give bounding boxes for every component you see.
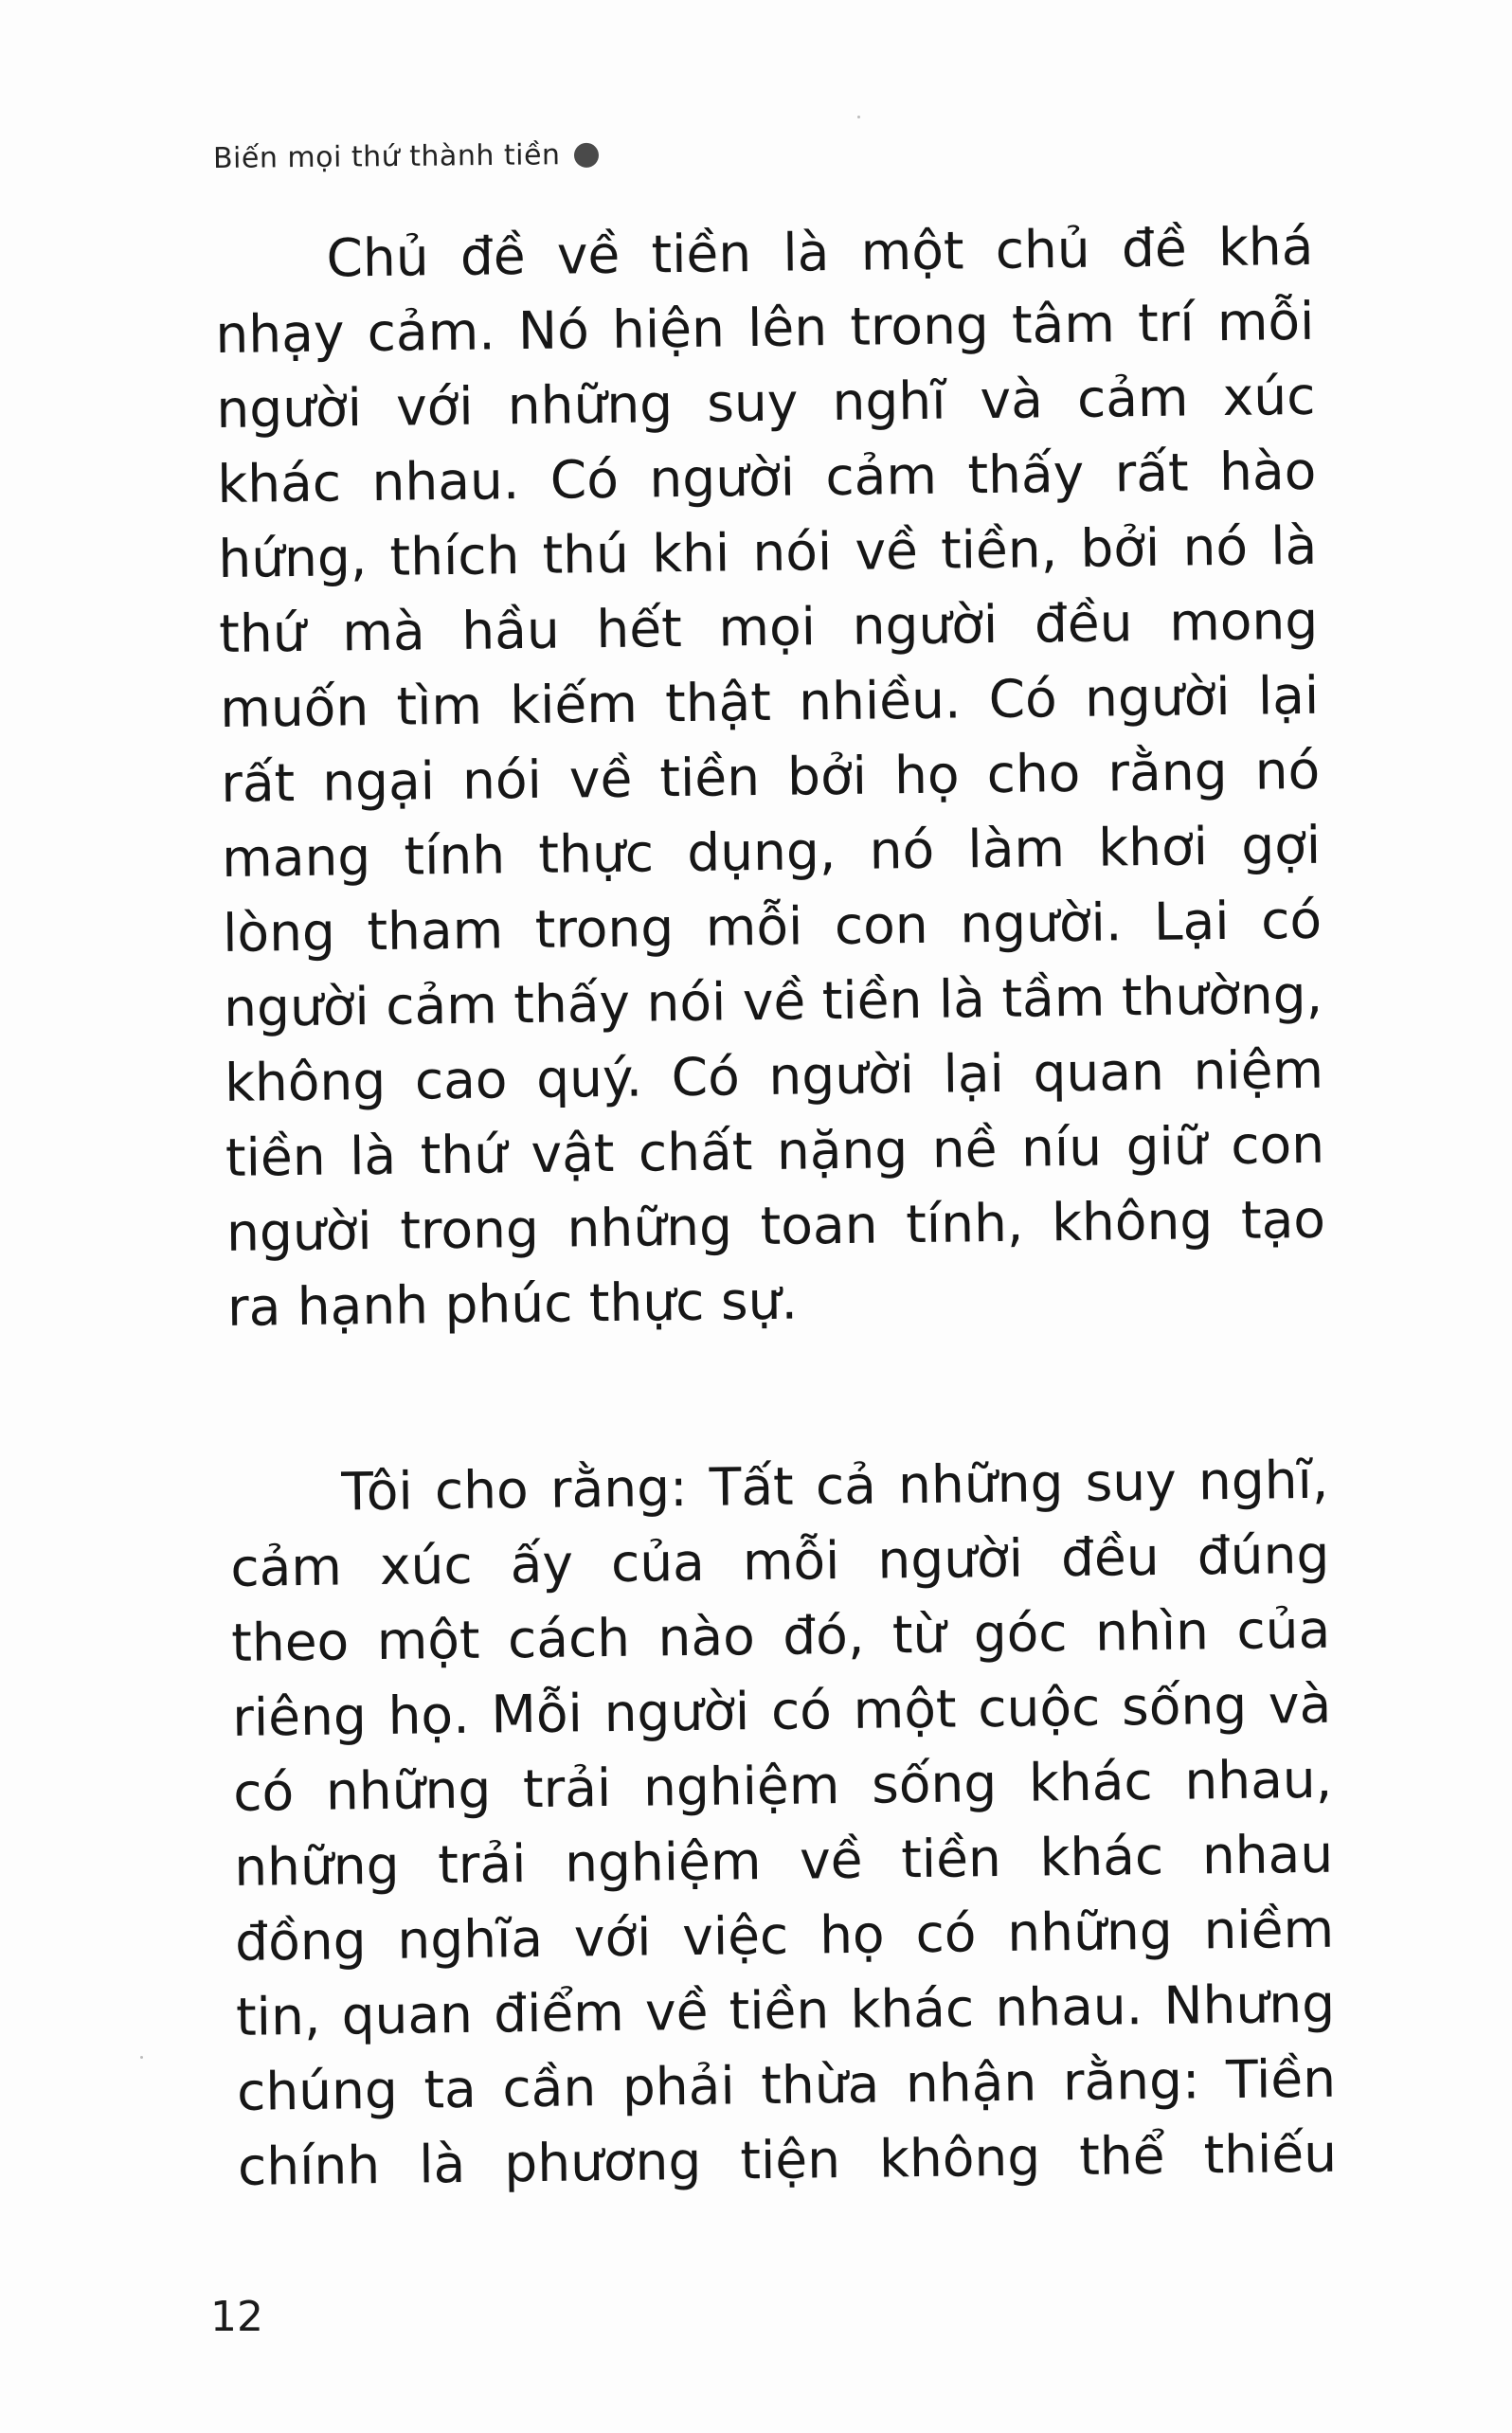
paragraph-spacer: [227, 1332, 1327, 1456]
text-line: những trải nghiệm về tiền khác nhau: [233, 1823, 1334, 1898]
text-line: đồng nghĩa với việc họ có những niềm: [234, 1898, 1335, 1973]
text-line: thứ mà hầu hết mọi người đều mong: [218, 589, 1319, 664]
text-line: theo một cách nào đó, từ góc nhìn của: [230, 1598, 1331, 1673]
text-line: nhạy cảm. Nó hiện lên trong tâm trí mỗi: [215, 290, 1315, 365]
text-line: riêng họ. Mỗi người có một cuộc sống và: [231, 1673, 1332, 1748]
text-line: tin, quan điểm về tiền khác nhau. Nhưng: [235, 1973, 1336, 2047]
text-line: có những trải nghiệm sống khác nhau,: [232, 1748, 1333, 1823]
paragraph-2: [229, 1443, 1338, 2205]
text-line: muốn tìm kiếm thật nhiều. Có người lại: [219, 664, 1320, 739]
text-line: lòng tham trong mỗi con người. Lại có: [222, 889, 1323, 964]
text-line: Tôi cho rằng: Tất cả những suy nghĩ,: [340, 1449, 1329, 1523]
text-line: người trong những toan tính, không tạo: [225, 1188, 1326, 1263]
text-line: Chủ đề về tiền là một chủ đề khá: [326, 215, 1314, 289]
scan-speck: [857, 116, 860, 118]
text-line: mang tính thực dụng, nó làm khơi gợi: [221, 814, 1322, 889]
text-line: rất ngại nói về tiền bởi họ cho rằng nó: [220, 739, 1321, 814]
text-line: người với những suy nghĩ và cảm xúc: [216, 365, 1316, 440]
paragraph-1: [214, 209, 1326, 1345]
text-line: tiền là thứ vật chất nặng nề níu giữ con: [225, 1113, 1325, 1188]
page-number: 12: [210, 2293, 263, 2341]
text-line: cảm xúc ấy của mỗi người đều đúng: [229, 1523, 1330, 1598]
running-header: [213, 138, 599, 175]
text-line: khác nhau. Có người cảm thấy rất hào: [216, 440, 1317, 514]
scan-speck: [140, 2056, 143, 2059]
filled-circle-icon: [573, 142, 598, 167]
text-line: chính là phương tiện không thể thiếu: [237, 2122, 1338, 2197]
text-line: hứng, thích thú khi nói về tiền, bởi nó là: [217, 514, 1318, 589]
text-line: người cảm thấy nói về tiền là tầm thường,: [223, 964, 1323, 1038]
body-text: [214, 209, 1337, 2205]
text-line: không cao quý. Có người lại quan niệm: [224, 1038, 1324, 1113]
text-line: ra hạnh phúc thực sự.: [226, 1270, 799, 1338]
text-line: chúng ta cần phải thừa nhận rằng: Tiền: [236, 2047, 1337, 2122]
running-title: Biến mọi thứ thành tiền: [212, 138, 561, 175]
